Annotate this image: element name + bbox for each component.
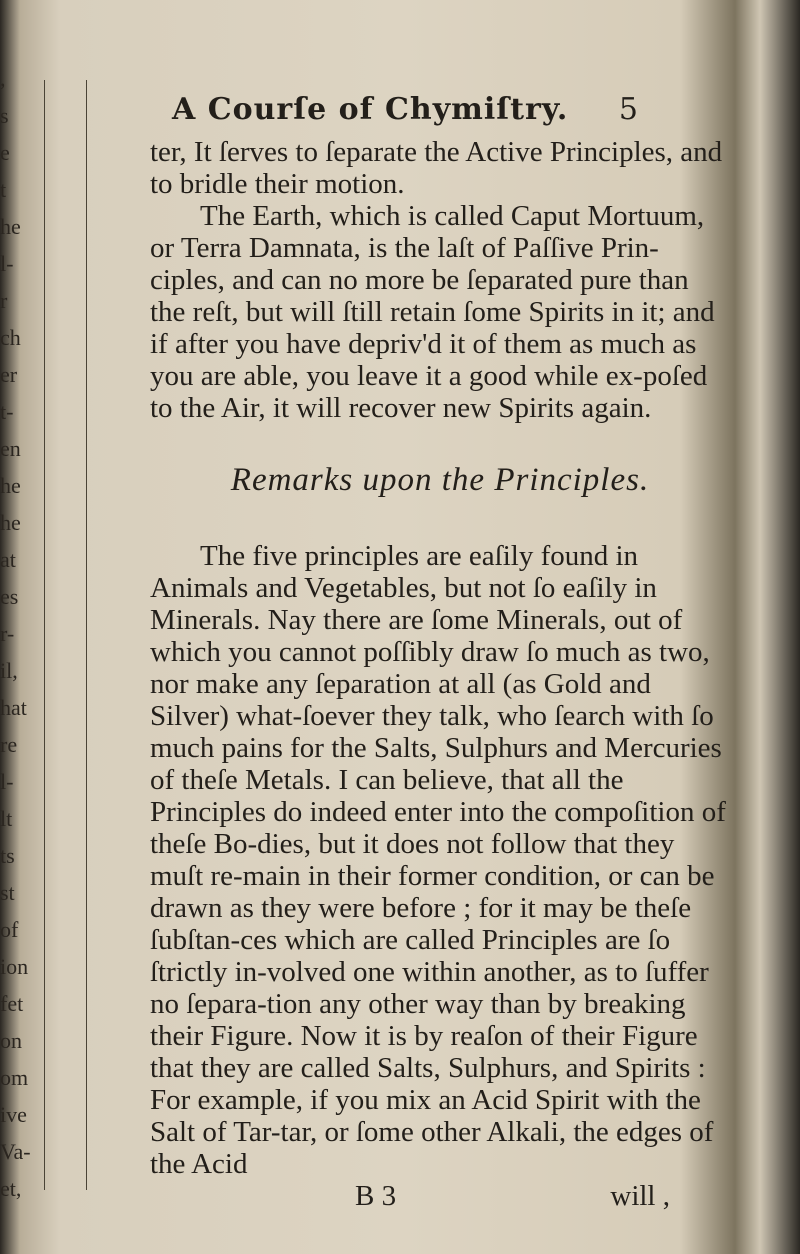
paragraph: The Earth, which is called Caput Mortuum, or Terra Damnata, is the laſt of Paſſive Prin-ciples, and can no more be ſeparated pure than the reſt, but will ſtill retain ſome Spirits in it; and if after you have depriv'd it of them as much as you are able, you leave it a good while ex-poſed to the Air, it will recover new Spirits again.: [150, 200, 715, 424]
section-heading: Remarks upon the Principles.: [230, 462, 650, 498]
gutter-rule: [44, 80, 45, 1190]
body-text: [150, 136, 730, 1180]
book-page: [150, 92, 730, 1212]
paragraph: The five principles are eaſily found in Animals and Vegetables, but not ſo eaſily in Minerals. Nay there are ſome Minerals, out of which you cannot poſſibly draw ſo much as two, nor make any ſeparation at all (as Gold and Silver) what-ſoever they talk, who ſearch with ſo much pains for the Salts, Sulphurs and Mercuries of theſe Metals. I can believe, that all the Principles do indeed enter into the compoſition of theſe Bo-dies, but it does not follow that they muſt re-main in their former condition, or can be drawn as they were before ; for it may be theſe ſubſtan-ces which are called Principles are ſo ſtrictly in-volved one within another, as to ſuffer no ſepara-tion any other way than by breaking their Figure. Now it is by reaſon of their Figure that they are called Salts, Sulphurs, and Spirits : For example, if you mix an Acid Spirit with the Salt of Tar-tar, or ſome other Alkali, the edges of the Acid: [150, 540, 726, 1180]
previous-page-margin: , s e t he l- r ch er t- en he he at es r- il, hat re l- lt ts st of ion fet on om ive Va- et,: [0, 66, 31, 1201]
running-head: [150, 92, 730, 136]
running-title: A Courſe of Chymiſtry.: [172, 92, 569, 127]
signature-mark: B 3: [355, 1180, 397, 1212]
page-number: 5: [618, 92, 638, 127]
page-footer: [150, 1180, 730, 1212]
catchword: will ,: [610, 1180, 670, 1212]
gutter-rule: [86, 80, 87, 1190]
paragraph: ter, It ſerves to ſeparate the Active Principles, and to bridle their motion.: [150, 136, 723, 200]
